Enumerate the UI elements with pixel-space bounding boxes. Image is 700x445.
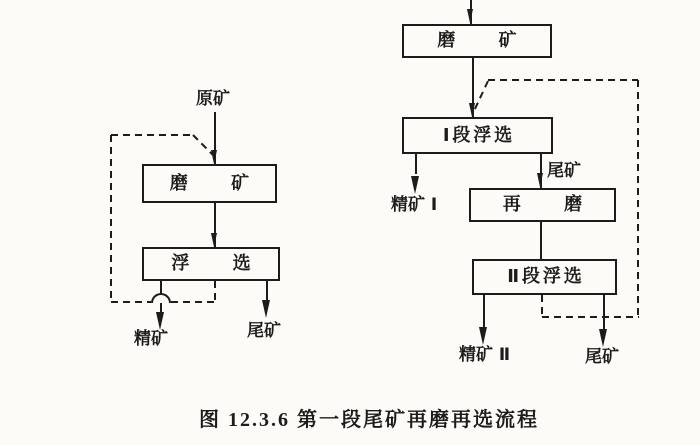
right-final-tailings-line <box>603 295 605 331</box>
left-tailings-label: 尾矿 <box>247 321 281 341</box>
right-stage1-concentrate-label: 精矿 Ⅰ <box>391 195 438 215</box>
right-stage2-concentrate-line <box>483 295 485 329</box>
left-flotation-box-label: 浮选 <box>171 253 294 274</box>
left-recycle-top-dashed-line <box>111 134 193 136</box>
right-final-tailings-label: 尾矿 <box>585 347 619 367</box>
left-recycle-bottom-dashed-line-a <box>111 301 151 303</box>
right-regrind-box-label: 再磨 <box>502 194 626 215</box>
right-stage1-tailings-label: 尾矿 <box>547 161 581 181</box>
right-feed-arrowhead-down-icon <box>467 9 473 23</box>
right-stage2-flotation-box <box>472 259 617 295</box>
left-concentrate-arrowhead-down-icon <box>156 312 164 330</box>
left-concentrate-label: 精矿 <box>134 329 168 349</box>
left-flotation-box <box>142 247 294 281</box>
left-grind-to-flotation-arrowhead-down-icon <box>211 233 217 247</box>
left-recycle-bottom-dashed-line-b <box>171 301 216 303</box>
left-tailings-arrowhead-down-icon <box>262 300 270 318</box>
right-recycle-vertical-dashed-line <box>637 80 639 318</box>
right-middlings-dashed-stub <box>541 295 543 318</box>
right-recycle-slant-dashed-line <box>474 81 489 110</box>
right-stage1-concentrate-arrowhead-down-icon <box>411 176 419 194</box>
left-grinding-box <box>142 164 293 203</box>
right-final-tailings-arrowhead-down-icon <box>599 329 607 347</box>
right-stage1-flotation-box-label: Ⅰ段浮选 <box>442 124 516 146</box>
right-recycle-top-dashed-line <box>488 79 638 81</box>
right-stage1-tailings-arrowhead-down-icon <box>537 173 543 187</box>
left-line-crossing-bridge-icon <box>151 293 171 303</box>
right-stage1-flotation-box <box>402 117 553 154</box>
right-regrind-box <box>469 188 626 222</box>
left-grinding-box-label: 磨矿 <box>169 172 293 194</box>
right-recycle-bottom-dashed-line <box>542 316 639 318</box>
right-grind-to-stage1-arrowhead-down-icon <box>469 103 475 117</box>
left-middlings-dashed-stub <box>214 281 216 302</box>
left-feed-label: 原矿 <box>196 89 230 109</box>
right-grinding-box <box>402 24 560 58</box>
right-stage1-concentrate-line <box>415 154 417 174</box>
right-stage2-flotation-box-label: Ⅱ段浮选 <box>507 266 585 287</box>
right-grinding-box-label: 磨矿 <box>437 30 560 51</box>
left-recycle-slant-dashed-line <box>192 134 213 155</box>
left-recycle-vertical-dashed-line <box>110 135 112 303</box>
right-stage2-concentrate-arrowhead-down-icon <box>479 327 487 345</box>
right-stage2-concentrate-label: 精矿 Ⅱ <box>459 345 511 365</box>
right-regrind-to-stage2-line <box>540 222 542 259</box>
figure-caption: 图 12.3.6 第一段尾矿再磨再选流程 <box>199 409 539 431</box>
